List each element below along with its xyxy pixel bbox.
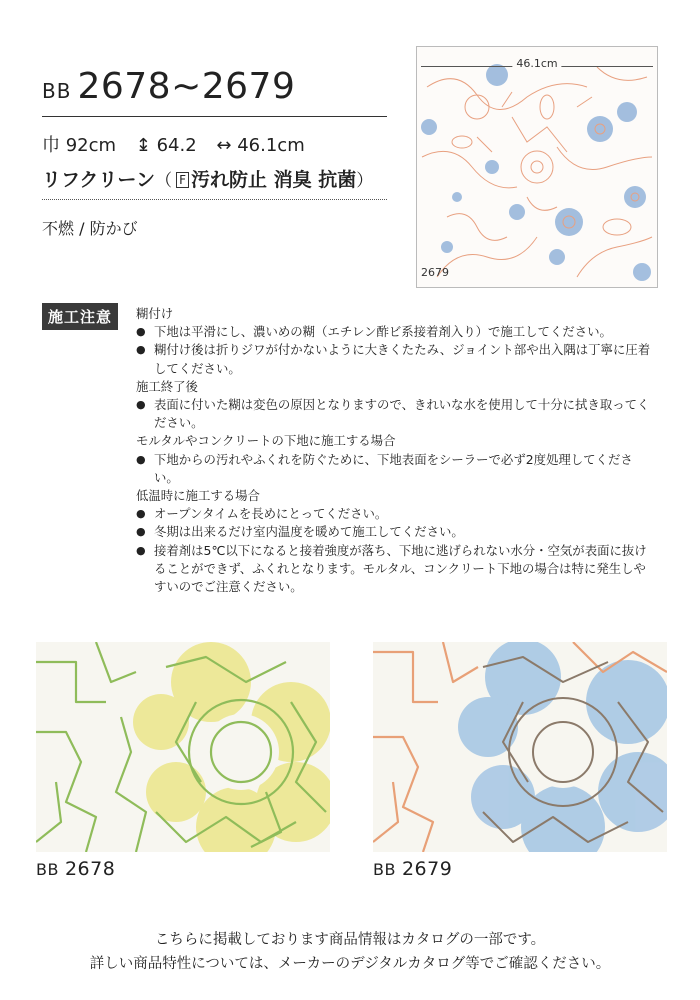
sample-closeup-blue <box>373 642 667 852</box>
swatch-dimension-label: 46.1cm <box>512 57 561 70</box>
footer-line-2: 詳しい商品特性については、メーカーのデジタルカタログ等でご確認ください。 <box>89 956 611 972</box>
note-item: ● 表面に付いた糊は変色の原因となりますので、きれいな水を使用して十分に拭き取ってください。 <box>136 396 656 432</box>
note-item: ● 糊付け後は折りジワが付かないように大きくたたみ、ジョイント部や出入隅は丁寧に圧着してください。 <box>136 341 656 377</box>
note-item: ● 下地からの汚れやふくれを防ぐために、下地表面をシーラーで必ず2度処理してください。 <box>136 451 656 487</box>
product-code <box>42 66 295 107</box>
product-code-range: 2678~2679 <box>77 66 296 107</box>
swatch-dimension <box>417 57 657 77</box>
footer-line-1: こちらに掲載しております商品情報はカタログの一部です。 <box>154 932 546 948</box>
swatch-pattern-illustration <box>417 47 657 287</box>
roll-width: 巾 92cm <box>42 135 117 156</box>
sample-number: 2678 <box>64 858 116 880</box>
note-item: ● 接着剤は5℃以下になると接着強度が落ち、下地に逃げられない水分・空気が表面に抜けることができず、ふくれとなります。モルタル、コンクリート下地の場合は特に発生しやすいのでご注意ください。 <box>136 542 656 597</box>
construction-notes <box>136 305 656 596</box>
swatch-number: 2679 <box>421 266 449 279</box>
construction-notes-heading: 施工注意 <box>42 303 118 330</box>
product-code-prefix: BB <box>42 79 72 103</box>
header-divider <box>42 116 387 117</box>
series-line <box>42 165 373 192</box>
dotted-divider <box>42 199 387 200</box>
note-section-title: 施工終了後 <box>136 378 198 394</box>
series-name: リフクリーン <box>42 169 156 191</box>
sample-number: 2679 <box>401 858 453 880</box>
series-close-paren: ） <box>356 171 374 191</box>
note-item: ● オープンタイムを長めにとってください。 <box>136 505 656 523</box>
vertical-repeat: ↨ 64.2 <box>135 135 197 156</box>
footer-note <box>0 928 700 976</box>
product-features: 不燃 / 防かび <box>42 219 138 238</box>
sample-label-2678 <box>36 858 115 880</box>
note-item: ● 下地は平滑にし、濃いめの糊（エチレン酢ビ系接着剤入り）で施工してください。 <box>136 323 656 341</box>
sample-closeup-yellow <box>36 642 330 852</box>
series-open-paren: （ <box>155 171 173 191</box>
series-features: 汚れ防止 消臭 抗菌 <box>190 169 357 191</box>
sample-prefix: BB <box>373 860 396 879</box>
sample-image-2679 <box>373 642 667 852</box>
f-star-mark: F <box>176 172 189 188</box>
sample-prefix: BB <box>36 860 59 879</box>
note-section-title: 糊付け <box>136 306 174 321</box>
note-section-title: 低温時に施工する場合 <box>136 488 260 504</box>
pattern-swatch <box>416 46 658 288</box>
note-section-title: モルタルやコンクリートの下地に施工する場合 <box>136 433 396 449</box>
sample-image-2678 <box>36 642 330 852</box>
horizontal-repeat: ↔ 46.1cm <box>216 135 305 156</box>
note-item: ● 冬期は出来るだけ室内温度を暖めて施工してください。 <box>136 523 656 541</box>
dimensions <box>42 131 319 157</box>
sample-label-2679 <box>373 858 452 880</box>
